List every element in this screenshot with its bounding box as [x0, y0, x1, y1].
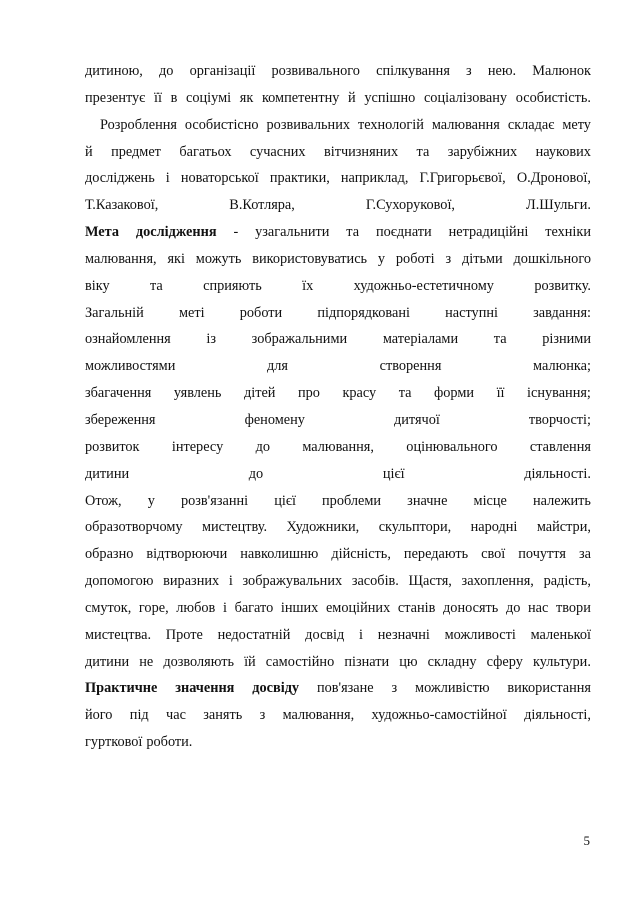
- word: розвивального: [271, 63, 360, 79]
- word: в: [170, 89, 178, 106]
- word: Г.Григорьєвої,: [419, 170, 506, 187]
- text-line: [85, 649, 591, 676]
- word: оцінювального: [406, 438, 498, 455]
- word: можуть: [195, 250, 242, 267]
- word: досвід: [305, 626, 345, 643]
- text-line: [85, 192, 591, 219]
- word: уявлень: [173, 385, 222, 402]
- text-line: [85, 702, 591, 729]
- word: Художники,: [286, 519, 360, 536]
- word: пов'язане: [316, 680, 374, 697]
- word: Розроблення: [100, 116, 177, 133]
- word: за: [578, 546, 591, 563]
- word: та: [346, 224, 360, 241]
- word: успішно: [364, 89, 416, 106]
- body-text: [85, 58, 591, 756]
- text-line: [85, 85, 591, 112]
- word: дозволяють: [163, 653, 234, 670]
- word: і: [359, 626, 364, 643]
- text-line: [85, 407, 591, 434]
- word: нею.: [487, 63, 517, 79]
- word: діяльності.: [524, 465, 591, 482]
- word: під: [129, 707, 149, 724]
- word: відтворюючи: [146, 546, 228, 563]
- word: зарубіжних: [447, 143, 518, 160]
- bold-word: Практичне: [85, 680, 158, 697]
- word: з: [466, 63, 472, 79]
- word: особистість.: [515, 89, 591, 106]
- word: дійсність,: [331, 546, 391, 563]
- word: цієї: [382, 465, 405, 482]
- word: завдання:: [533, 304, 591, 321]
- text-line: [85, 595, 591, 622]
- word: дітей: [243, 385, 276, 402]
- word: красу: [342, 385, 377, 402]
- word: до: [505, 599, 521, 616]
- word: меті: [178, 304, 205, 321]
- word: збагачення: [85, 385, 152, 402]
- word: засобів.: [351, 573, 399, 590]
- word: розв'язанні: [180, 492, 249, 509]
- word: форми: [434, 385, 475, 402]
- word: значне: [407, 492, 448, 509]
- text-line: [85, 165, 591, 192]
- text-line: [85, 622, 591, 649]
- word: досліджень: [85, 170, 155, 187]
- word: цієї: [274, 492, 296, 509]
- bold-word: Мета: [85, 224, 119, 241]
- word: малювання,: [282, 707, 355, 724]
- word: дитячої: [393, 411, 440, 428]
- word: новаторської: [180, 170, 259, 187]
- text-line: [85, 380, 591, 407]
- text-line: [85, 139, 591, 166]
- word: Г.Сухорукової,: [365, 197, 455, 214]
- word: у: [147, 492, 155, 509]
- word: поєднати: [375, 224, 432, 241]
- word: розвитку.: [534, 277, 591, 294]
- word: існування;: [527, 385, 591, 402]
- word: до: [255, 438, 270, 455]
- word: у: [377, 250, 386, 267]
- word: час: [166, 707, 186, 724]
- word: багато: [234, 599, 274, 616]
- word: художньо-самостійної: [371, 707, 507, 724]
- word: і: [228, 573, 233, 590]
- text-line: [85, 675, 591, 702]
- word: малювання,: [302, 438, 374, 455]
- word: Л.Шульги.: [526, 197, 591, 214]
- text-line: [85, 300, 591, 327]
- word: складну: [427, 653, 477, 670]
- word: навколишню: [240, 546, 319, 563]
- word: допомогою: [85, 573, 154, 590]
- word: дитини: [85, 653, 130, 670]
- word: та: [416, 143, 430, 160]
- text-line: [85, 488, 591, 515]
- word: сприяють: [203, 277, 262, 294]
- word: Отож,: [85, 492, 122, 509]
- word: особистісно: [184, 116, 259, 133]
- word: і: [222, 599, 227, 616]
- word: -: [233, 224, 239, 241]
- word: їй: [244, 653, 256, 670]
- word: малювання: [431, 116, 500, 133]
- word: багатьох: [179, 143, 232, 160]
- word: різними: [542, 331, 591, 348]
- word: узагальнити: [255, 224, 330, 241]
- word: їх: [302, 277, 314, 294]
- word: нас: [528, 599, 549, 616]
- word: ознайомлення: [85, 331, 171, 348]
- word: з: [445, 250, 452, 267]
- word: смуток,: [85, 599, 132, 616]
- word: любов: [176, 599, 216, 616]
- word: Загальній: [85, 304, 144, 321]
- word: передають: [403, 546, 469, 563]
- word: дітьми: [461, 250, 503, 267]
- word: проблеми: [322, 492, 382, 509]
- word: нетрадиційні: [448, 224, 529, 241]
- word: соціумі: [186, 89, 232, 106]
- word: та: [493, 331, 507, 348]
- word: до: [248, 465, 264, 482]
- word: створення: [379, 358, 442, 375]
- word: художньо-естетичному: [353, 277, 494, 294]
- bold-word: дослідження: [135, 224, 217, 241]
- word: презентує: [85, 89, 146, 106]
- word: її: [496, 385, 505, 402]
- word: практики,: [269, 170, 330, 187]
- word: для: [266, 358, 288, 375]
- word: з: [259, 707, 266, 724]
- bold-word: досвіду: [252, 680, 300, 697]
- word: доносять: [443, 599, 499, 616]
- word: свої: [481, 546, 506, 563]
- word: предмет: [111, 143, 161, 160]
- word: культури.: [532, 653, 591, 670]
- word: із: [206, 331, 217, 348]
- word: малюнка;: [533, 358, 591, 375]
- word: розвиток: [85, 438, 140, 455]
- word: з: [391, 680, 398, 697]
- word: горе,: [138, 599, 169, 616]
- word: емоційних: [325, 599, 391, 616]
- word: скульптори,: [378, 519, 452, 536]
- word: наприклад,: [340, 170, 409, 187]
- word: і: [165, 170, 170, 187]
- text-line: [85, 219, 591, 246]
- word: й: [348, 89, 356, 106]
- word: самостійно: [265, 653, 335, 670]
- word: техніки: [545, 224, 591, 241]
- text-line: [85, 434, 591, 461]
- word: зображувальних: [242, 573, 343, 590]
- word: збереження: [85, 411, 156, 428]
- word: виразних: [163, 573, 220, 590]
- word: соціалізовану: [423, 89, 508, 106]
- word: не: [139, 653, 154, 670]
- text-line: [85, 541, 591, 568]
- bold-word: значення: [175, 680, 235, 697]
- word: творчості;: [528, 411, 591, 428]
- word: радість,: [543, 573, 591, 590]
- text-line: [85, 273, 591, 300]
- word: дошкільного: [513, 250, 591, 267]
- word: й: [85, 143, 93, 160]
- text-line: [85, 326, 591, 353]
- word: Щастя,: [408, 573, 452, 590]
- text-line: [85, 461, 591, 488]
- word: О.Дронової,: [516, 170, 591, 187]
- word: організації: [189, 63, 256, 79]
- word: підпорядковані: [317, 304, 410, 321]
- text-line: [85, 246, 591, 273]
- word: цю: [399, 653, 418, 670]
- word: роботи.: [146, 734, 193, 751]
- word: його: [85, 707, 113, 724]
- word: технологій: [357, 116, 424, 133]
- word: Проте: [165, 626, 203, 643]
- word: наукових: [535, 143, 591, 160]
- word: як: [239, 89, 254, 106]
- word: майстри,: [536, 519, 591, 536]
- word: феномену: [244, 411, 305, 428]
- word: ставлення: [529, 438, 591, 455]
- word: про: [297, 385, 320, 402]
- word: занять: [203, 707, 243, 724]
- word: які: [167, 250, 185, 267]
- word: інтересу: [171, 438, 224, 455]
- word: та: [149, 277, 163, 294]
- word: її: [153, 89, 162, 106]
- word: почуття: [518, 546, 566, 563]
- word: роботі: [395, 250, 435, 267]
- word: маленької: [530, 626, 591, 643]
- text-line: [85, 568, 591, 595]
- text-line: [85, 729, 591, 756]
- word: захоплення,: [461, 573, 534, 590]
- word: матеріалами: [382, 331, 459, 348]
- text-line: [85, 112, 591, 139]
- word: можливостями: [85, 358, 176, 375]
- word: мистецтва.: [85, 626, 152, 643]
- word: місце: [473, 492, 507, 509]
- word: Т.Казакової,: [85, 197, 159, 214]
- word: сучасних: [249, 143, 306, 160]
- word: дитиною,: [85, 63, 143, 79]
- word: використання: [507, 680, 591, 697]
- word: дитини: [85, 465, 130, 482]
- word: діяльності,: [524, 707, 591, 724]
- word: сферу: [486, 653, 523, 670]
- word: гурткової: [85, 734, 143, 751]
- text-line: [85, 353, 591, 380]
- word: можливістю: [415, 680, 490, 697]
- word: можливості: [444, 626, 516, 643]
- word: використовуватись: [252, 250, 368, 267]
- word: зображальними: [251, 331, 348, 348]
- word: до: [159, 63, 174, 79]
- word: роботи: [239, 304, 283, 321]
- word: В.Котляра,: [229, 197, 295, 214]
- word: Малюнок: [532, 63, 591, 79]
- word: образотворчому: [85, 519, 183, 536]
- word: твори: [556, 599, 591, 616]
- word: вітчизняних: [323, 143, 399, 160]
- page-number: 5: [583, 833, 590, 848]
- word: недостатній: [217, 626, 291, 643]
- word: малювання,: [85, 250, 157, 267]
- word: спілкування: [376, 63, 450, 79]
- word: наступні: [445, 304, 498, 321]
- text-line: [85, 58, 591, 85]
- word: станів: [397, 599, 436, 616]
- word: компетентну: [261, 89, 340, 106]
- text-line: [85, 514, 591, 541]
- word: інших: [280, 599, 319, 616]
- word: пізнати: [344, 653, 390, 670]
- word: образно: [85, 546, 134, 563]
- word: розвивальних: [266, 116, 351, 133]
- word: мистецтву.: [201, 519, 268, 536]
- word: народні: [470, 519, 518, 536]
- word: та: [398, 385, 412, 402]
- word: складає: [507, 116, 555, 133]
- word: віку: [85, 277, 110, 294]
- word: незначні: [377, 626, 430, 643]
- word: мету: [562, 116, 591, 133]
- word: належить: [533, 492, 591, 509]
